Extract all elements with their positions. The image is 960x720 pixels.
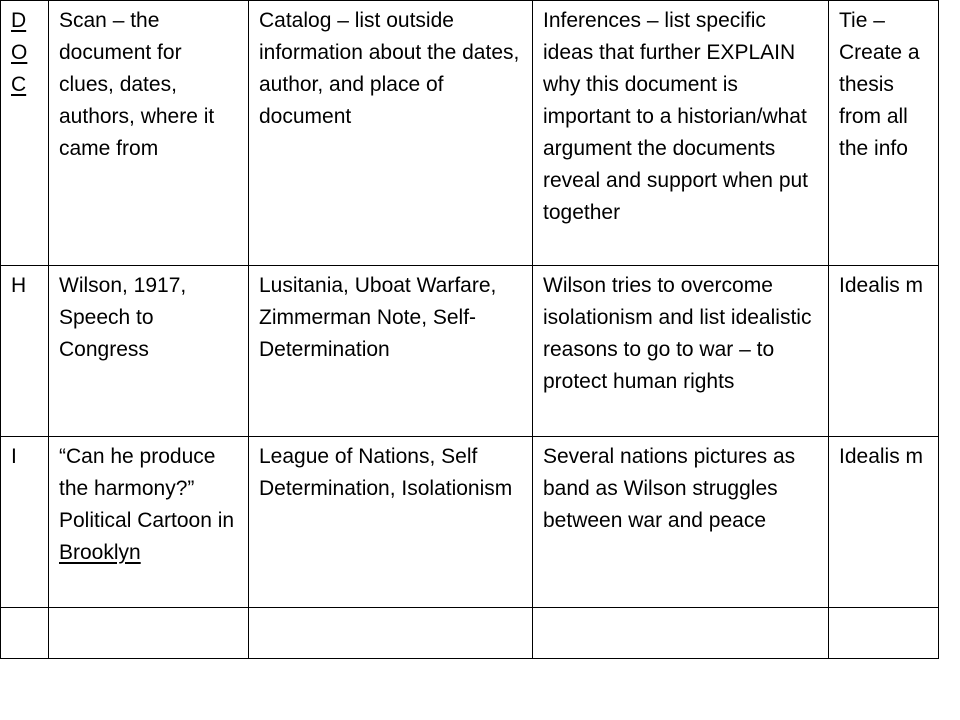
doc-letter-d: D: [11, 9, 27, 32]
row-catalog: Lusitania, Uboat Warfare, Zimmerman Note, Self-Determination: [249, 266, 533, 437]
row-letter: H: [1, 266, 49, 437]
table-row: [1, 437, 939, 608]
row-scan: [49, 437, 249, 608]
header-inferences: Inferences – list specific ideas that further EXPLAIN why this document is important to a historian/what argument the documents reveal and support when put together: [533, 1, 829, 266]
header-tie: Tie – Create a thesis from all the info: [829, 1, 939, 266]
row-tie: Idealis m: [829, 266, 939, 437]
doc-acronym-cell: [1, 1, 49, 266]
header-scan: Scan – the document for clues, dates, authors, where it came from: [49, 1, 249, 266]
doc-letter-o: O: [11, 41, 28, 64]
header-catalog: Catalog – list outside information about the dates, author, and place of document: [249, 1, 533, 266]
row-letter: I: [1, 437, 49, 608]
row-letter: [1, 608, 49, 659]
row-inferences: Wilson tries to overcome isolationism and list idealistic reasons to go to war – to protect human rights: [533, 266, 829, 437]
table-row-empty: [1, 608, 939, 659]
table-row: [1, 266, 939, 437]
row-scan-place: Brooklyn: [59, 541, 141, 564]
row-catalog: League of Nations, Self Determination, Isolationism: [249, 437, 533, 608]
row-scan-text: “Can he produce the harmony?” Political Cartoon in: [59, 445, 235, 532]
row-tie: Idealis m: [829, 437, 939, 608]
row-scan: [49, 608, 249, 659]
doc-letter-c: C: [11, 73, 27, 96]
row-catalog: [249, 608, 533, 659]
row-inferences: [533, 608, 829, 659]
header-row: [1, 1, 939, 266]
row-tie: [829, 608, 939, 659]
row-scan: Wilson, 1917, Speech to Congress: [49, 266, 249, 437]
row-inferences: Several nations pictures as band as Wilson struggles between war and peace: [533, 437, 829, 608]
